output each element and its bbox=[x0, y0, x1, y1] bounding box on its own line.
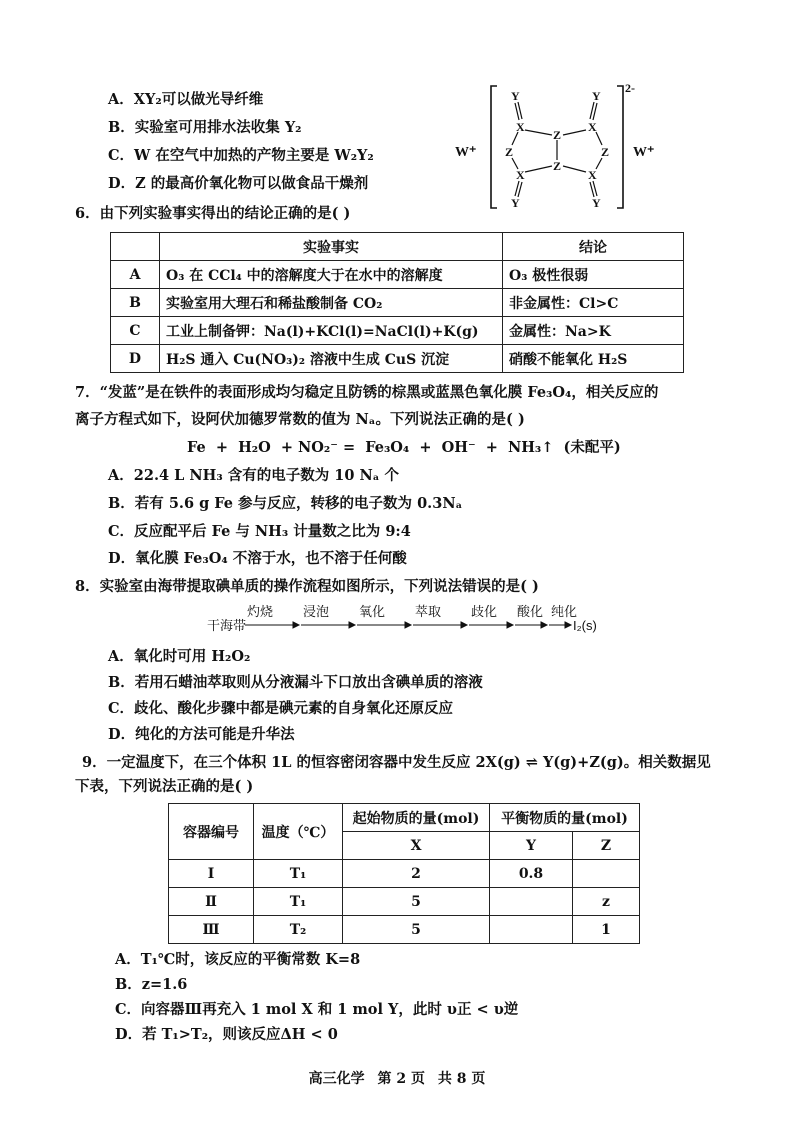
q8-option-d: D．纯化的方法可能是升华法 bbox=[108, 726, 295, 743]
q9-cell-z: z bbox=[573, 888, 640, 916]
flow-step-5: 歧化 bbox=[471, 604, 498, 619]
q9-cell-container: Ⅲ bbox=[169, 916, 254, 944]
q9-header-z: Z bbox=[573, 832, 640, 860]
q7-option-b: B．若有 5.6 g Fe 参与反应，转移的电子数为 0.3Nₐ bbox=[108, 495, 463, 512]
q6-row-fact: 工业上制备钾：Na(l)+KCl(l)=NaCl(l)+K(g) bbox=[160, 317, 503, 345]
q9-header-equilibrium: 平衡物质的量(mol) bbox=[490, 804, 640, 832]
footer-subject: 高三化学 bbox=[308, 1071, 365, 1087]
flow-step-3: 氧化 bbox=[359, 604, 386, 619]
q6-header-id bbox=[111, 233, 160, 261]
q9-cell-x: 5 bbox=[343, 916, 490, 944]
table-row bbox=[111, 289, 684, 317]
q7-option-c: C．反应配平后 Fe 与 NH₃ 计量数之比为 9:4 bbox=[108, 523, 411, 540]
q9-header-initial: 起始物质的量(mol) bbox=[343, 804, 490, 832]
q9-cell-container: Ⅰ bbox=[169, 860, 254, 888]
q8-flow-diagram bbox=[207, 600, 607, 640]
q7-option-a: A．22.4 L NH₃ 含有的电子数为 10 Nₐ 个 bbox=[108, 467, 400, 484]
q6-row-fact: H₂S 通入 Cu(NO₃)₂ 溶液中生成 CuS 沉淀 bbox=[160, 345, 503, 373]
table-row bbox=[111, 261, 684, 289]
atom-x2: X bbox=[588, 120, 597, 134]
q9-stem-line2: 下表，下列说法正确的是( ) bbox=[75, 778, 254, 795]
q9-cell-z: 1 bbox=[573, 916, 640, 944]
q9-table bbox=[168, 803, 640, 944]
footer-page: 第 2 页 bbox=[377, 1071, 425, 1087]
q5-option-b: B．实验室可用排水法收集 Y₂ bbox=[108, 119, 302, 136]
q6-row-conclusion: 金属性：Na>K bbox=[503, 317, 684, 345]
q9-cell-y bbox=[490, 888, 573, 916]
q6-row-id: D bbox=[111, 345, 160, 373]
atom-y3: Y bbox=[511, 196, 520, 210]
q9-header-y: Y bbox=[490, 832, 573, 860]
q7-option-d: D．氧化膜 Fe₃O₄ 不溶于水，也不溶于任何酸 bbox=[108, 550, 407, 567]
atom-y1: Y bbox=[511, 89, 520, 103]
flow-step-6: 酸化 bbox=[517, 604, 544, 619]
q8-stem: 8．实验室由海带提取碘单质的操作流程如图所示，下列说法错误的是( ) bbox=[75, 578, 539, 595]
q9-cell-temp: T₁ bbox=[254, 888, 343, 916]
flow-step-7: 纯化 bbox=[551, 604, 578, 619]
q5-structure-diagram bbox=[455, 80, 670, 215]
q6-table bbox=[110, 232, 684, 373]
q9-option-d: D．若 T₁>T₂，则该反应ΔH < 0 bbox=[115, 1026, 338, 1043]
q5-option-d: D．Z 的最高价氧化物可以做食品干燥剂 bbox=[108, 175, 369, 192]
atom-z4: Z bbox=[553, 159, 562, 173]
q8-option-a: A．氧化时可用 H₂O₂ bbox=[108, 648, 251, 665]
q9-cell-x: 5 bbox=[343, 888, 490, 916]
flow-arrows bbox=[245, 622, 571, 628]
q9-cell-z bbox=[573, 860, 640, 888]
q6-row-fact: O₃ 在 CCl₄ 中的溶解度大于在水中的溶解度 bbox=[160, 261, 503, 289]
atom-z1: Z bbox=[553, 128, 562, 142]
atom-x4: X bbox=[588, 168, 597, 182]
q6-row-conclusion: O₃ 极性很弱 bbox=[503, 261, 684, 289]
q9-option-a: A．T₁℃时，该反应的平衡常数 K=8 bbox=[115, 951, 361, 968]
table-row bbox=[111, 345, 684, 373]
q7-stem-line2: 离子方程式如下，设阿伏加德罗常数的值为 Nₐ。下列说法正确的是( ) bbox=[75, 411, 525, 428]
q6-row-fact: 实验室用大理石和稀盐酸制备 CO₂ bbox=[160, 289, 503, 317]
q9-header-x: X bbox=[343, 832, 490, 860]
flow-step-2: 浸泡 bbox=[303, 604, 330, 619]
q9-cell-y: 0.8 bbox=[490, 860, 573, 888]
bracket-left bbox=[491, 86, 497, 208]
q8-option-c: C．歧化、酸化步骤中都是碘元素的自身氧化还原反应 bbox=[108, 700, 454, 717]
atom-z3: Z bbox=[601, 145, 610, 159]
q6-row-id: C bbox=[111, 317, 160, 345]
q5-option-a: A．XY₂可以做光导纤维 bbox=[108, 91, 264, 108]
cation-right: W⁺ bbox=[633, 145, 655, 160]
q6-row-id: B bbox=[111, 289, 160, 317]
bonds bbox=[512, 102, 602, 197]
page-footer bbox=[0, 1068, 794, 1088]
table-row bbox=[169, 916, 640, 944]
q9-stem-line1: 9．一定温度下，在三个体积 1L 的恒容密闭容器中发生反应 2X(g) ⇌ Y(g)+Z(g)。相关数据见 bbox=[82, 754, 711, 771]
q9-cell-x: 2 bbox=[343, 860, 490, 888]
bracket-right bbox=[617, 86, 623, 208]
q6-row-conclusion: 非金属性：Cl>C bbox=[503, 289, 684, 317]
atom-x3: X bbox=[516, 168, 525, 182]
q6-stem: 6．由下列实验事实得出的结论正确的是( ) bbox=[75, 205, 351, 222]
q9-cell-temp: T₁ bbox=[254, 860, 343, 888]
flow-start: 干海带 bbox=[207, 618, 247, 633]
footer-total: 共 8 页 bbox=[437, 1071, 486, 1087]
q9-cell-y bbox=[490, 916, 573, 944]
q9-option-c: C．向容器Ⅲ再充入 1 mol X 和 1 mol Y，此时 υ正 < υ逆 bbox=[115, 1001, 519, 1018]
table-row bbox=[111, 317, 684, 345]
q9-cell-temp: T₂ bbox=[254, 916, 343, 944]
q8-option-b: B．若用石蜡油萃取则从分液漏斗下口放出含碘单质的溶液 bbox=[108, 674, 483, 691]
q6-header-conclusion: 结论 bbox=[503, 233, 684, 261]
flow-step-1: 灼烧 bbox=[247, 604, 274, 619]
atom-y2: Y bbox=[592, 89, 601, 103]
anion-charge: 2- bbox=[625, 81, 635, 95]
atom-z2: Z bbox=[505, 145, 514, 159]
atom-x1: X bbox=[516, 120, 525, 134]
q9-header-temp: 温度（℃） bbox=[254, 804, 343, 860]
table-row bbox=[169, 860, 640, 888]
q6-header-fact: 实验事实 bbox=[160, 233, 503, 261]
flow-end: I₂(s) bbox=[573, 618, 597, 633]
table-row bbox=[169, 888, 640, 916]
atom-y4: Y bbox=[592, 196, 601, 210]
cation-left: W⁺ bbox=[455, 145, 477, 160]
flow-step-4: 萃取 bbox=[415, 604, 442, 619]
q9-option-b: B．z=1.6 bbox=[115, 976, 188, 993]
q7-stem-line1: 7．“发蓝”是在铁件的表面形成均匀稳定且防锈的棕黑或蓝黑色氧化膜 Fe₃O₄，相关反应的 bbox=[75, 384, 659, 401]
q9-cell-container: Ⅱ bbox=[169, 888, 254, 916]
q6-row-conclusion: 硝酸不能氧化 H₂S bbox=[503, 345, 684, 373]
q7-equation: Fe + H₂O + NO₂⁻ = Fe₃O₄ + OH⁻ + NH₃↑ (未配平) bbox=[187, 439, 621, 456]
q6-row-id: A bbox=[111, 261, 160, 289]
q9-header-container: 容器编号 bbox=[169, 804, 254, 860]
q5-option-c: C．W 在空气中加热的产物主要是 W₂Y₂ bbox=[108, 147, 374, 164]
